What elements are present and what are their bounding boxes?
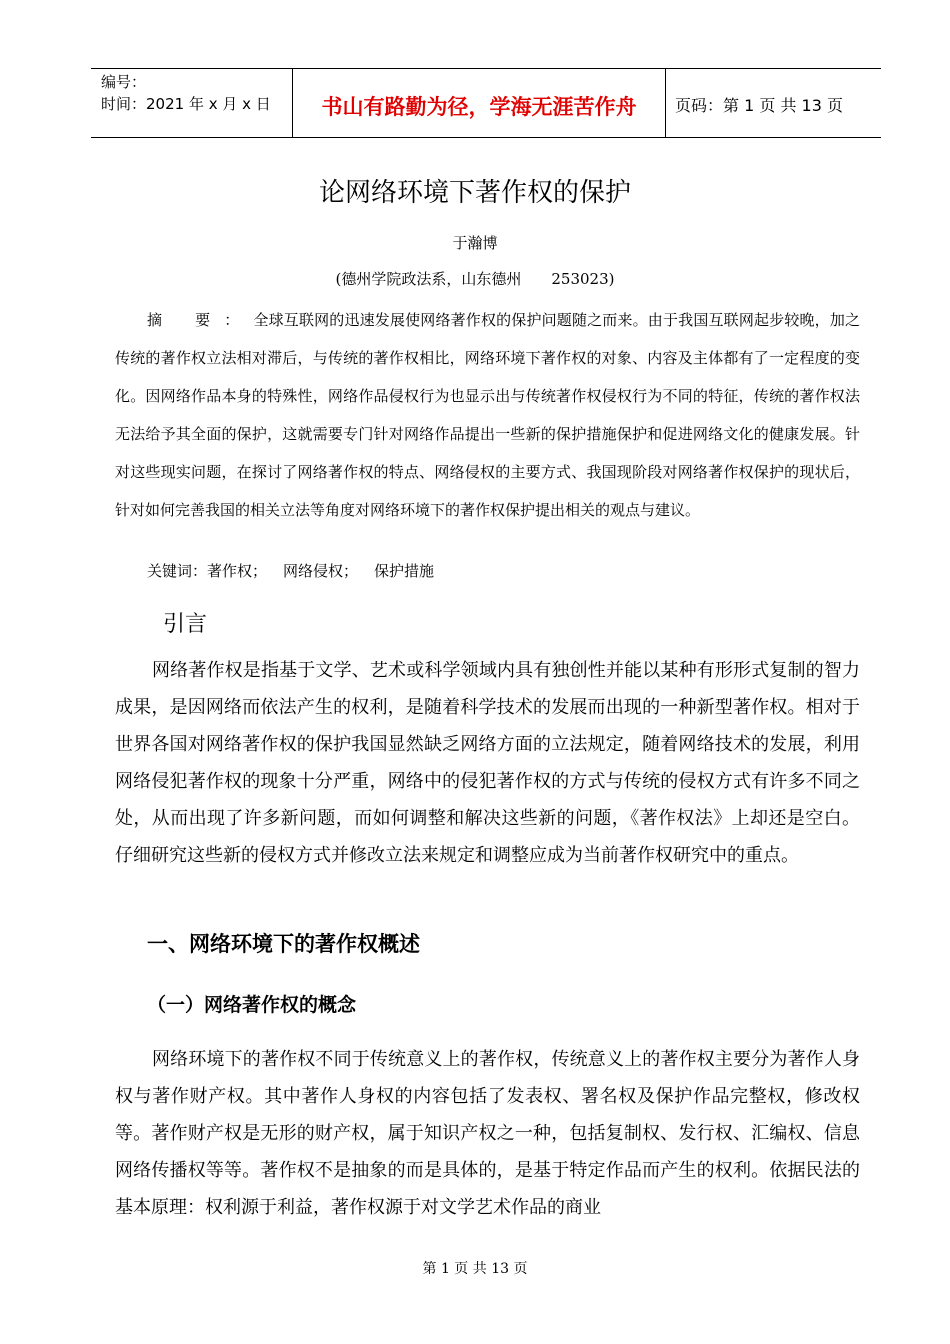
- section-heading: 一、网络环境下的著作权概述: [147, 932, 420, 956]
- header-number-label: 编号：: [101, 73, 147, 91]
- affiliation-zipcode: 253023): [551, 270, 615, 288]
- header-time-label: 时间：2021 年 x 月 x 日: [101, 95, 271, 113]
- header-page-info: 页码：第 1 页 共 13 页: [675, 96, 843, 115]
- header-divider: [665, 69, 666, 137]
- document-title: 论网络环境下著作权的保护: [318, 178, 631, 208]
- keywords: [147, 560, 450, 581]
- body-paragraph: 网络环境下的著作权不同于传统意义上的著作权，传统意义上的著作权主要分为著作人身权与著作财产权。其中著作人身权的内容包括了发表权、署名权及保护作品完整权，修改权等。著作财产权是无形的财产权，属于知识产权之一种，包括复制权、发行权、汇编权、信息网络传播权等等。著作权不是抽象的而是具体的，是基于特定作品而产生的权利。依据民法的基本原理：权利源于利益，著作权源于对文学艺术作品的商业: [115, 1049, 860, 1218]
- keyword-item: 网络侵权；: [283, 562, 359, 580]
- page-header: [91, 68, 881, 138]
- subsection-heading: （一）网络著作权的概念: [147, 994, 357, 1016]
- abstract: [115, 301, 860, 529]
- abstract-text: 全球互联网的迅速发展使网络著作权的保护问题随之而来。由于我国互联网起步较晚，加之传统的著作权立法相对滞后，与传统的著作权相比，网络环境下著作权的对象、内容及主体都有了一定程度的变化。因网络作品本身的特殊性，网络作品侵权行为也显示出与传统著作权侵权行为不同的特征，传统的著作权法无法给予其全面的保护，这就需要专门针对网络作品提出一些新的保护措施保护和促进网络文化的健康发展。针对这些现实问题，在探讨了网络著作权的特点、网络侵权的主要方式、我国现阶段对网络著作权保护的现状后，针对如何完善我国的相关立法等角度对网络环境下的著作权保护提出相关的观点与建议。: [115, 311, 860, 519]
- keywords-label: 关键词：: [147, 562, 208, 580]
- intro-heading: 引言: [163, 612, 208, 637]
- page-footer: 第 1 页 共 13 页: [422, 1261, 528, 1277]
- keyword-item: 保护措施: [374, 562, 435, 580]
- abstract-label: 摘 要：: [147, 311, 254, 329]
- header-motto: 书山有路勤为径，学海无涯苦作舟: [321, 95, 637, 119]
- author-name: 于瀚博: [452, 234, 498, 252]
- header-meta: [101, 71, 291, 115]
- intro-paragraph: 网络著作权是指基于文学、艺术或科学领域内具有独创性并能以某种有形形式复制的智力成果，是因网络而依法产生的权利，是随着科学技术的发展而出现的一种新型著作权。相对于世界各国对网络著作权的保护我国显然缺乏网络方面的立法规定，随着网络技术的发展，利用网络侵犯著作权的现象十分严重，网络中的侵犯著作权的方式与传统的侵权方式有许多不同之处，从而出现了许多新问题，而如何调整和解决这些新的问题，《著作权法》上却还是空白。仔细研究这些新的侵权方式并修改立法来规定和调整应成为当前著作权研究中的重点。: [115, 660, 860, 866]
- keyword-item: 著作权；: [207, 562, 268, 580]
- author-affiliation: [0, 268, 950, 289]
- affiliation-text: (德州学院政法系，山东德州: [335, 270, 522, 288]
